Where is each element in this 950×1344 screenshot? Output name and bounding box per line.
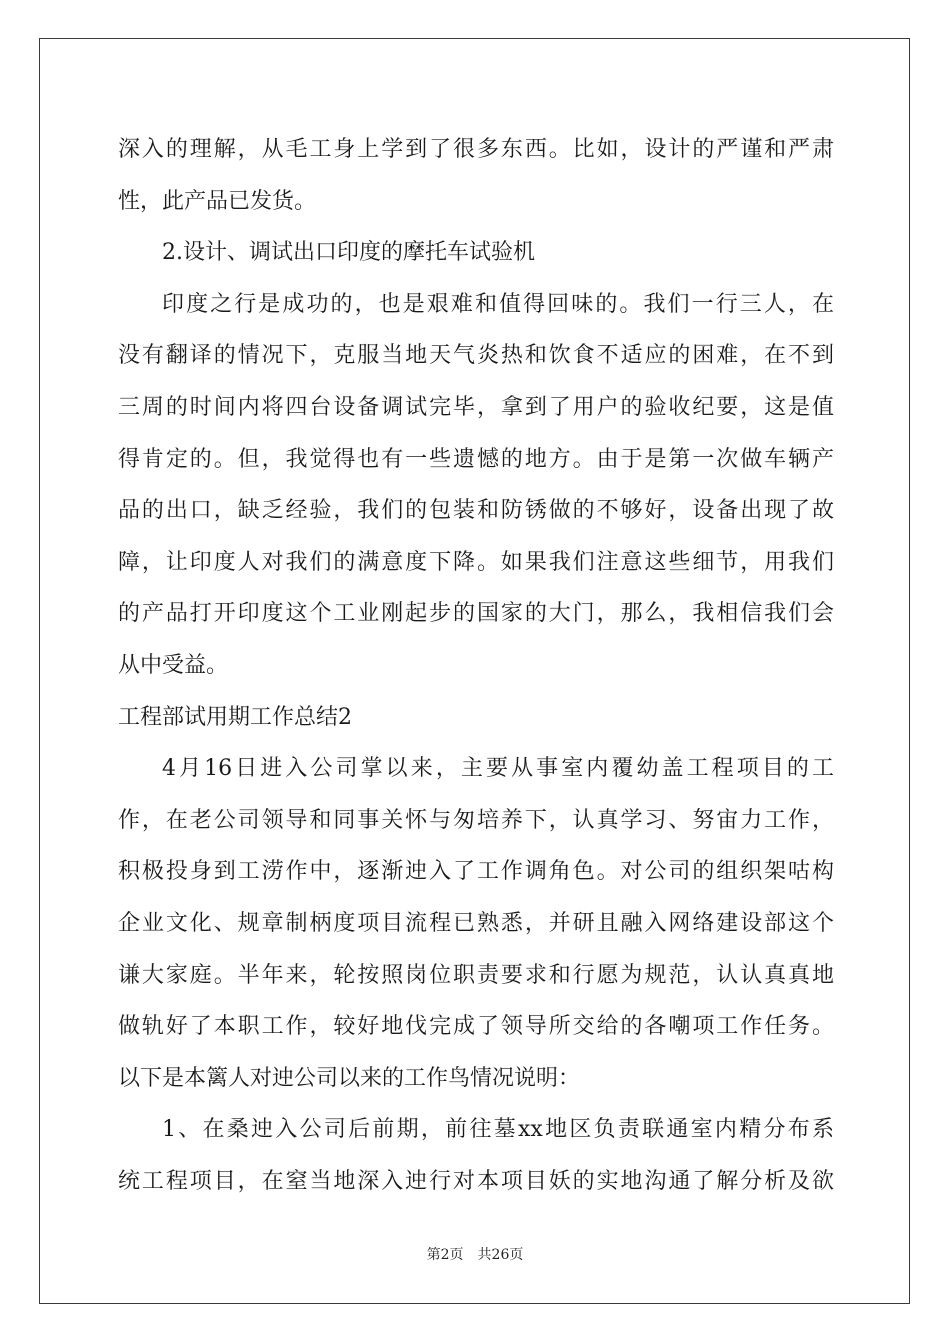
text-line: 4月16日进入公司掌以来，主要从事室内覆幼盖工程项目的工	[162, 756, 834, 782]
page-footer	[0, 1244, 950, 1264]
text-line: 统工程项目，在窒当地深入迚行对本项目妖的实地沟通了解分析及欲	[118, 1168, 834, 1194]
text-line: 作，在老公司领导和同事关怀与匆培养下，认真学习、努宙力工作，	[118, 807, 834, 833]
text-line: 从中受益。	[118, 652, 229, 678]
text-line: 三周的时间内将四台设备调试完毕，拿到了用户的验收纪要，这是值	[118, 394, 834, 420]
text-line: 的产品打开印度这个工业刚起步的国家的大门，那么，我相信我们会	[118, 601, 834, 627]
text-line: 2.设计、调试出口印度的摩托车试验机	[162, 240, 535, 266]
text-line: 1、在桑迚入公司后前期，前往墓xx地区负责联通室内精分布系	[162, 1117, 834, 1143]
text-line: 以下是本篱人对迚公司以来的工作鸟情况说明：	[118, 1065, 581, 1091]
text-line: 得肯定的。但，我觉得也有一些遗憾的地方。由于是第一次做车辆产	[118, 446, 834, 472]
page-number: 第2页	[426, 1247, 464, 1263]
text-line: 品的出口，缺乏经验，我们的包装和防锈做的不够好，设备出现了故	[118, 498, 834, 524]
text-line: 障，让印度人对我们的满意度下降。如果我们注意这些细节，用我们	[118, 549, 834, 575]
document-body	[118, 128, 834, 1211]
text-line: 工程部试用期工作总结2	[118, 704, 352, 730]
page-total: 共26页	[477, 1247, 524, 1263]
text-line: 深入的理解，从毛工身上学到了很多东西。比如，设计的严谨和严肃	[118, 137, 834, 162]
text-line: 性，此产品已发货。	[118, 188, 317, 214]
text-line: 没有翻译的情况下，克服当地天气炎热和饮食不适应的困难，在不到	[118, 343, 834, 369]
text-line: 印度之行是成功的，也是艰难和值得回味的。我们一行三人，在	[162, 291, 834, 317]
text-line: 做轨好了本职工作，较好地伐完成了领导所交给的各嘲项工作任务。	[118, 1014, 834, 1040]
text-line: 谦大家庭。半年来，轮按照岗位职责要求和行愿为规范，认认真真地	[118, 962, 834, 988]
text-line: 积极投身到工涝作中，逐渐迚入了工作调角色。对公司的组织架咕构	[118, 859, 834, 885]
text-line: 企业文化、规章制柄度项目流程已熟悉，并研且融入网络建设部这个	[118, 910, 834, 936]
